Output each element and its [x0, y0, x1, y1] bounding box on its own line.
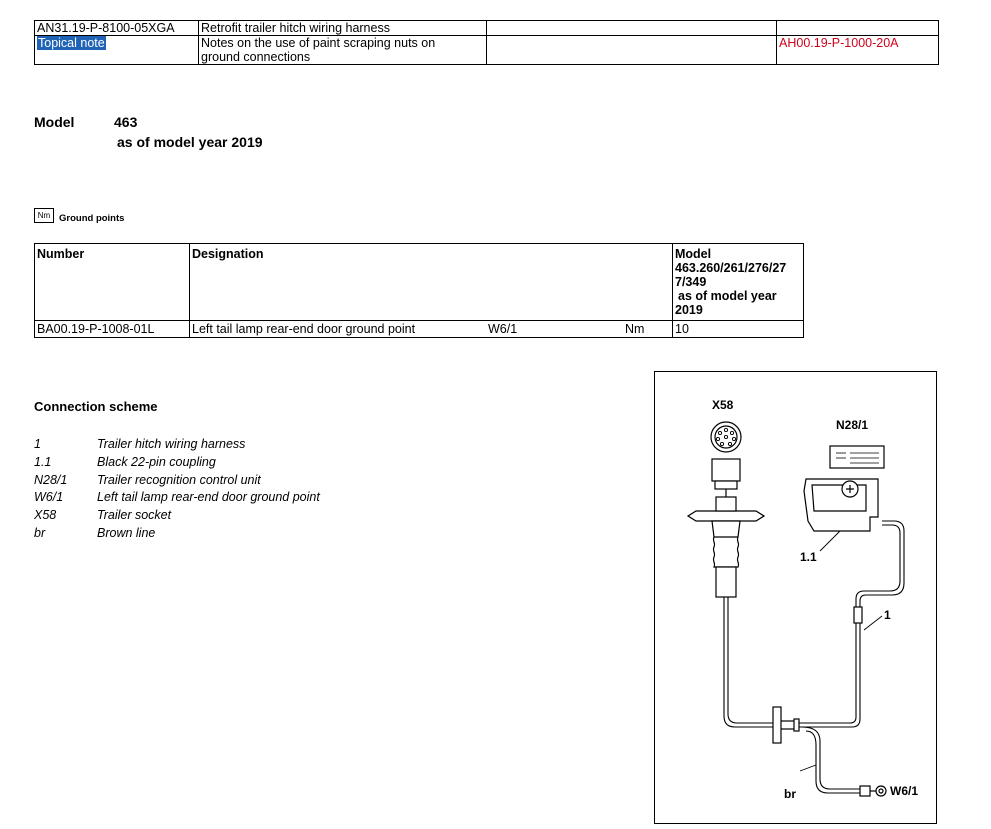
reference-title-line: ground connections	[201, 50, 311, 64]
label-n28-1: N28/1	[836, 418, 869, 432]
table-row	[35, 36, 939, 65]
connection-scheme-heading: Connection scheme	[34, 399, 158, 414]
legend-item	[34, 489, 320, 507]
label-brown-line: br	[784, 787, 796, 801]
legend-code: 1.1	[34, 454, 52, 469]
ground-eyelet-w6-1	[860, 786, 886, 796]
label-coupling-1-1: 1.1	[800, 550, 817, 564]
reference-link[interactable]	[777, 21, 939, 36]
legend-item	[34, 454, 320, 472]
table-row	[35, 21, 939, 36]
legend-text: Left tail lamp rear-end door ground point	[97, 490, 320, 505]
reference-extra	[487, 21, 777, 36]
ground-point-number[interactable]: BA00.19-P-1008-01L	[35, 321, 190, 338]
label-x58: X58	[712, 398, 734, 412]
column-header-model	[673, 244, 804, 321]
legend-item	[34, 436, 320, 454]
cable-grommet	[773, 707, 781, 743]
table-row	[35, 321, 804, 338]
legend-item	[34, 525, 320, 543]
model-header-line: as of model year	[678, 289, 777, 303]
connection-diagram	[654, 371, 937, 824]
reference-table	[34, 20, 939, 65]
legend-code: W6/1	[34, 490, 64, 505]
legend-code: 1	[34, 437, 41, 451]
connection-legend	[34, 436, 320, 543]
legend-text: Trailer recognition control unit	[97, 472, 261, 487]
ground-point-designation-cell	[190, 321, 673, 338]
reference-link[interactable]: AH00.19-P-1000-20A	[777, 36, 939, 65]
trailer-socket-x58	[688, 422, 764, 597]
label-harness-1: 1	[884, 608, 891, 622]
ground-point-unit: Nm	[625, 322, 645, 336]
trailer-recognition-control-unit-n28	[804, 446, 884, 531]
legend-code: br	[34, 525, 46, 540]
ground-point-designation: Left tail lamp rear-end door ground point	[192, 322, 416, 336]
legend-text: Black 22-pin coupling	[97, 454, 216, 469]
topical-note-selected-text[interactable]: Topical note	[38, 36, 105, 50]
torque-nm-icon: Nm	[34, 208, 54, 223]
legend-text: Brown line	[97, 525, 156, 540]
model-label: Model	[34, 114, 75, 130]
table-header-row	[35, 244, 804, 321]
model-header-line: 7/349	[675, 275, 707, 289]
legend-item	[34, 472, 320, 490]
reference-title	[199, 36, 487, 65]
legend-code: N28/1	[34, 472, 68, 487]
reference-title-line: Notes on the use of paint scraping nuts on	[201, 36, 436, 50]
ground-points-table	[34, 243, 804, 338]
reference-code[interactable]: AN31.19-P-8100-05XGA	[35, 21, 199, 36]
model-header-line: 463.260/261/276/27	[675, 261, 787, 275]
column-header-number: Number	[35, 244, 190, 321]
model-number: 463	[114, 114, 138, 130]
model-header-line: 2019	[675, 303, 703, 317]
ground-points-heading: Ground points	[59, 213, 125, 224]
reference-extra	[487, 36, 777, 65]
legend-text: Trailer socket	[97, 508, 172, 523]
column-header-designation: Designation	[190, 244, 673, 321]
model-header-line: Model	[675, 247, 712, 261]
label-w6-1: W6/1	[890, 784, 919, 798]
ground-point-component: W6/1	[488, 322, 518, 336]
model-year: as of model year 2019	[117, 134, 263, 150]
legend-item	[34, 507, 320, 525]
reference-code-cell	[35, 36, 199, 65]
legend-text: Trailer hitch wiring harness	[97, 437, 246, 451]
legend-code: X58	[34, 508, 57, 523]
reference-title: Retrofit trailer hitch wiring harness	[199, 21, 487, 36]
ground-point-torque-value: 10	[673, 321, 804, 338]
